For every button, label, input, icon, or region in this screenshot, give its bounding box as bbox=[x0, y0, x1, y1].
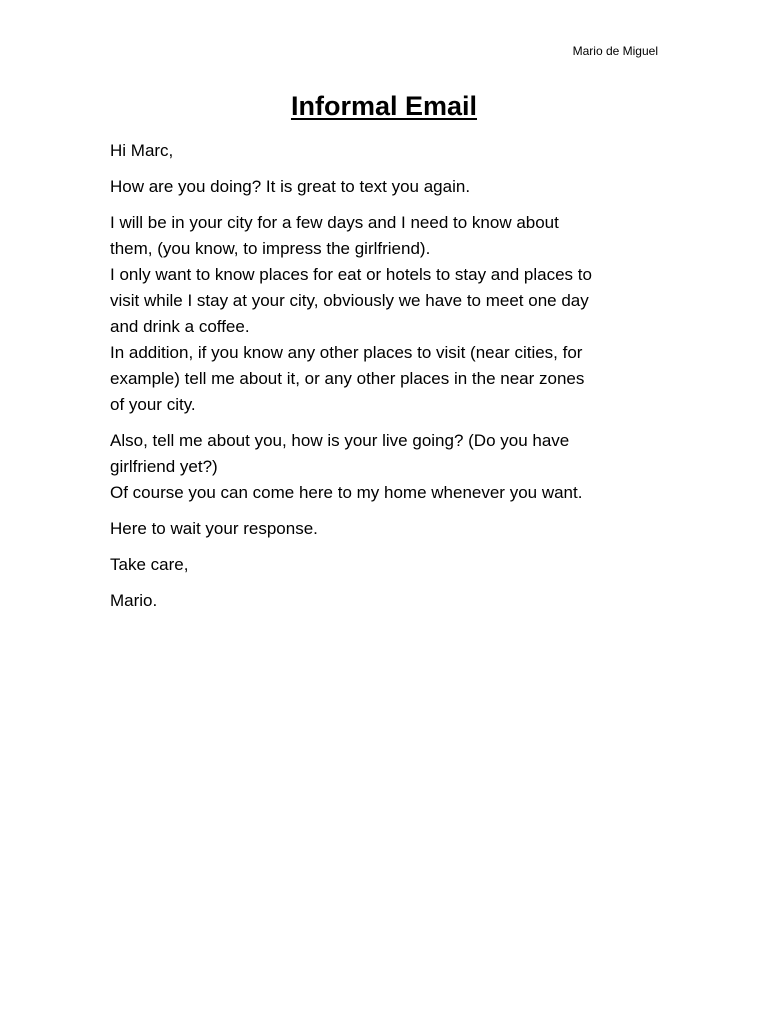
paragraph-line: Also, tell me about you, how is your live going? (Do you have bbox=[110, 431, 570, 450]
paragraph-line: girlfriend yet?) bbox=[110, 457, 218, 476]
author-header: Mario de Miguel bbox=[572, 44, 658, 58]
paragraph-line: of your city. bbox=[110, 395, 196, 414]
email-paragraph bbox=[110, 174, 670, 200]
email-paragraph bbox=[110, 210, 670, 418]
email-paragraph bbox=[110, 552, 670, 578]
document-title-text: Informal Email bbox=[290, 91, 478, 121]
paragraph-line: Of course you can come here to my home whenever you want. bbox=[110, 483, 583, 502]
paragraph-line: In addition, if you know any other places to visit (near cities, for bbox=[110, 343, 583, 362]
email-body bbox=[110, 138, 670, 624]
email-paragraph bbox=[110, 516, 670, 542]
paragraph-line: and drink a coffee. bbox=[110, 317, 250, 336]
email-paragraph bbox=[110, 588, 670, 614]
email-paragraph bbox=[110, 428, 670, 506]
email-paragraph bbox=[110, 138, 670, 164]
paragraph-line: visit while I stay at your city, obviously we have to meet one day bbox=[110, 291, 589, 310]
paragraph-line: Hi Marc, bbox=[110, 141, 174, 160]
paragraph-line: Mario. bbox=[110, 591, 158, 610]
paragraph-line: Take care, bbox=[110, 555, 189, 574]
paragraph-line: them, (you know, to impress the girlfriend). bbox=[110, 239, 431, 258]
paragraph-line: I will be in your city for a few days and I need to know about bbox=[110, 213, 559, 232]
paragraph-line: Here to wait your response. bbox=[110, 519, 318, 538]
paragraph-line: example) tell me about it, or any other places in the near zones bbox=[110, 369, 585, 388]
document-title bbox=[0, 88, 768, 124]
paragraph-line: How are you doing? It is great to text you again. bbox=[110, 177, 471, 196]
paragraph-line: I only want to know places for eat or hotels to stay and places to bbox=[110, 265, 592, 284]
